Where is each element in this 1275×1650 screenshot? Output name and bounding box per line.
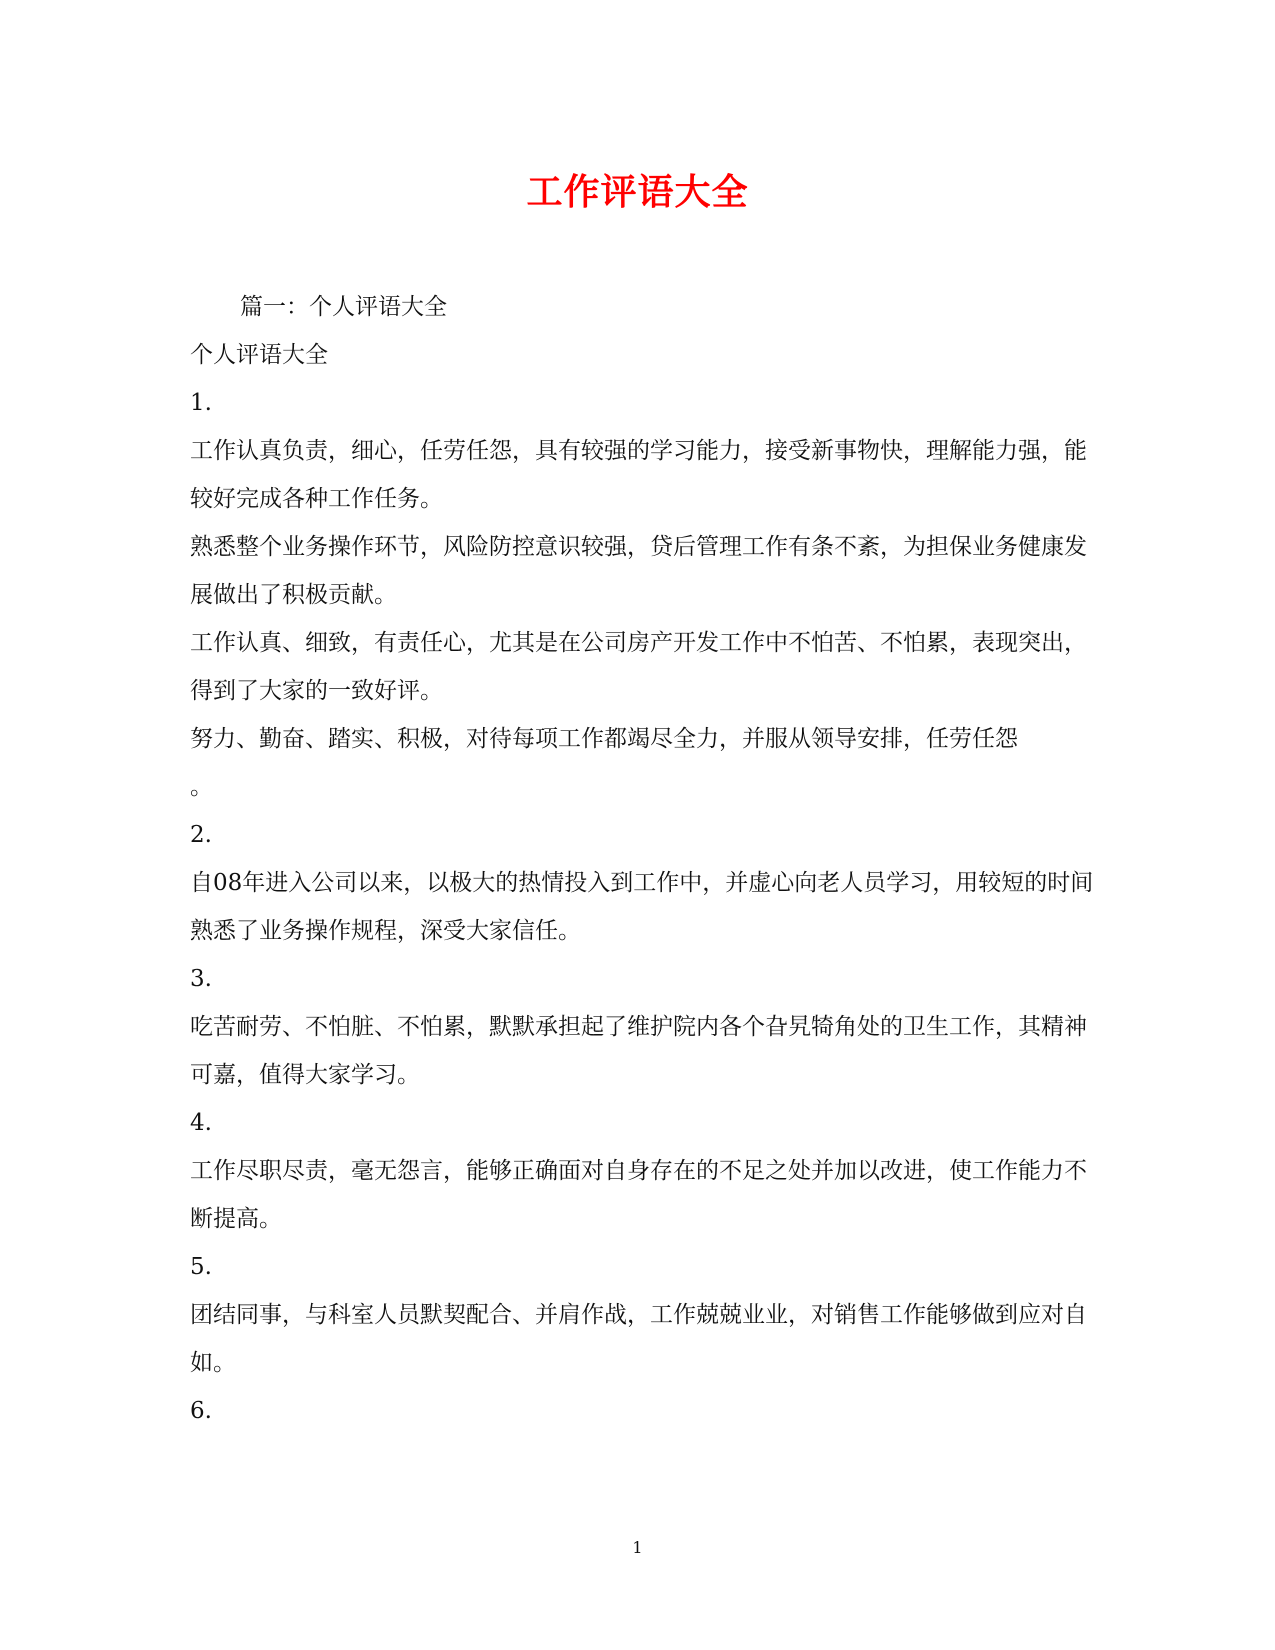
paragraph: 工作认真、细致，有责任心，尤其是在公司房产开发工作中不怕苦、不怕累，表现突出，得到了大家的一致好评。: [190, 630, 1087, 704]
paragraph: 吃苦耐劳、不怕脏、不怕累，默默承担起了维护院内各个旮旯犄角处的卫生工作，其精神可嘉，值得大家学习。: [190, 1014, 1087, 1088]
paragraph: 努力、勤奋、踏实、积极，对待每项工作都竭尽全力，并服从领导安排，任劳任怨: [190, 726, 1018, 752]
document-title: 工作评语大全: [526, 171, 749, 213]
section-subtitle: 篇一：个人评语大全: [240, 294, 447, 320]
document-body: [190, 283, 1095, 1435]
list-number: 2.: [190, 822, 212, 848]
paragraph: 工作认真负责，细心，任劳任怨，具有较强的学习能力，接受新事物快，理解能力强，能较好完成各种工作任务。: [190, 438, 1087, 512]
paragraph: 工作尽职尽责，毫无怨言，能够正确面对自身存在的不足之处并加以改进，使工作能力不断提高。: [190, 1158, 1087, 1232]
paragraph-fragment: 。: [190, 774, 213, 800]
list-number: 6.: [190, 1398, 212, 1424]
section-heading: 个人评语大全: [190, 342, 328, 368]
list-number: 5.: [190, 1254, 212, 1280]
paragraph: 熟悉整个业务操作环节，风险防控意识较强，贷后管理工作有条不紊，为担保业务健康发展做出了积极贡献。: [190, 534, 1087, 608]
paragraph: 自08年进入公司以来，以极大的热情投入到工作中，并虚心向老人员学习，用较短的时间熟悉了业务操作规程，深受大家信任。: [190, 870, 1094, 944]
paragraph: 团结同事，与科室人员默契配合、并肩作战，工作兢兢业业，对销售工作能够做到应对自如。: [190, 1302, 1087, 1376]
list-number: 4.: [190, 1110, 212, 1136]
page-number: 1: [632, 1538, 643, 1557]
list-number: 3.: [190, 966, 212, 992]
list-number: 1.: [190, 390, 212, 416]
